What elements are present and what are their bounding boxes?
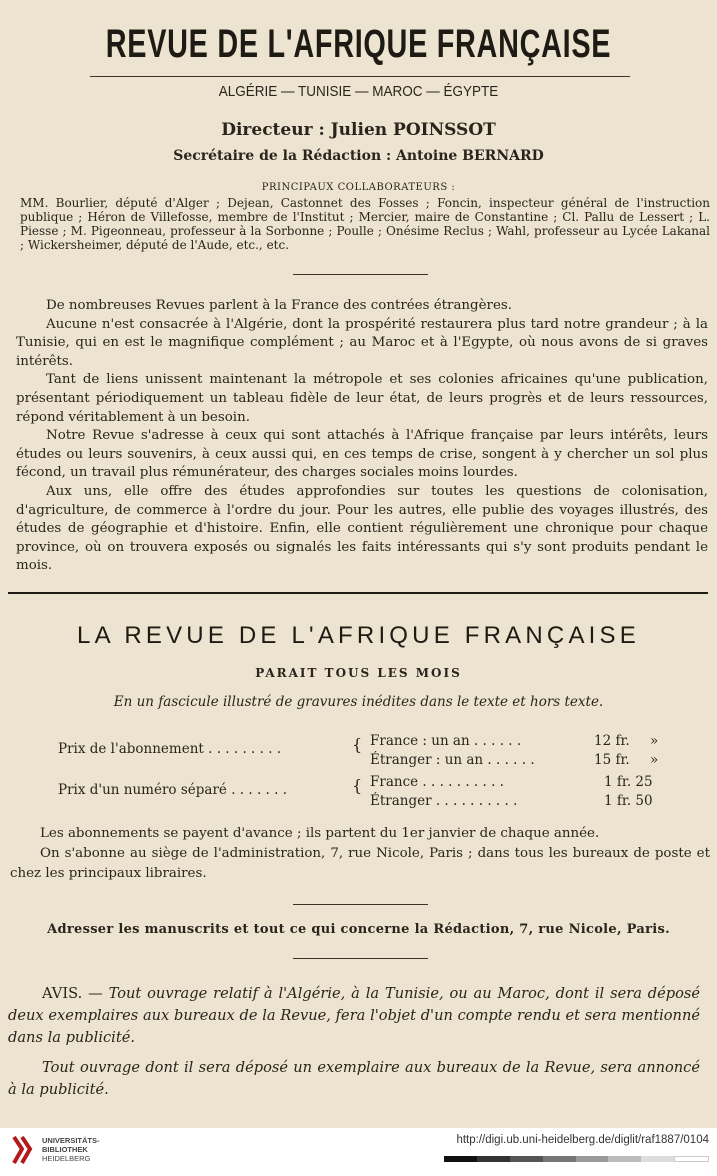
- price-label-text: Prix d'un numéro séparé: [58, 782, 227, 798]
- heavy-rule: [8, 592, 708, 594]
- address-line: Adresser les manuscrits et tout ce qui concerne la Rédaction, 7, rue Nicole, Paris.: [47, 922, 670, 937]
- price-value: 12 fr.: [594, 733, 630, 749]
- regions-subtitle: ALGÉRIE — TUNISIE — MAROC — ÉGYPTE: [218, 83, 499, 100]
- library-name-line: UNIVERSITÄTS-: [42, 1136, 100, 1145]
- intro-paragraph: Tant de liens unissent maintenant la métropole et ses colonies africaines qu'une publication, présentant périodiquement un tableau fidèle de leur état, de leurs progrès et de leurs ressources, répond véritablement à un besoin.: [16, 372, 708, 425]
- color-scale-bar: [444, 1156, 709, 1162]
- title-rule: [90, 76, 630, 77]
- collaborators-list: MM. Bourlier, député d'Alger ; Dejean, Castonnet des Fosses ; Foncin, inspecteur général de l'instruction publique ; Héron de Villefosse, membre de l'Institut ; Mercier, maire de Constantine ; Cl. Pallu de Lessert ; L. Piesse ; M. Pigeonneau, professeur à la Sorbonne ; Poulle ; Onésime Reclus ; Wahl, professeur au Lycée Lakanal ; Wickersheimer, député de l'Aude, etc., etc.: [20, 196, 710, 252]
- intro-paragraph: Notre Revue s'adresse à ceux qui sont attachés à l'Afrique française par leurs intérêts, leurs études ou leurs souvenirs, à ceux aussi qui, en ces temps de crise, songent à y chercher un sol plus fécond, un travail plus rémunérateur, des charges sociales moins lourdes.: [16, 428, 708, 481]
- price-mark: »: [650, 752, 659, 768]
- secretary-line: Secrétaire de la Rédaction : Antoine BERNARD: [173, 148, 544, 164]
- notice-body: Tout ouvrage dont il sera déposé un exemplaire aux bureaux de la Revue, sera annoncé à la publicité.: [8, 1059, 700, 1098]
- subscription-notes: [10, 824, 710, 884]
- director-line: Directeur : Julien POINSSOT: [221, 120, 496, 140]
- subscription-title: LA REVUE DE L'AFRIQUE FRANÇAISE: [77, 622, 640, 649]
- price-label: Prix d'un numéro séparé . . . . . . .: [58, 782, 287, 798]
- intro-paragraph: Aucune n'est consacrée à l'Algérie, dont la prospérité restaurera plus tard notre grandeur ; à la Tunisie, qui en est le magnifique complément ; au Maroc et à l'Egypte, où nous avons de si graves intérêts.: [16, 316, 708, 369]
- price-row: Étranger : un an . . . . . .: [370, 752, 535, 768]
- format-line: En un fascicule illustré de gravures inédites dans le texte et hors texte.: [113, 694, 604, 710]
- price-place: France: [370, 774, 419, 790]
- intro-paragraph: De nombreuses Revues parlent à la France des contrées étrangères.: [46, 298, 512, 313]
- price-place: Étranger : un an: [370, 752, 484, 768]
- collaborators-heading: PRINCIPAUX COLLABORATEURS :: [261, 182, 456, 193]
- intro-paragraph: Aux uns, elle offre des études approfondies sur toutes les questions de colonisation, d'agriculture, de commerce à l'ordre du jour. Pour les autres, elle publie des voyages illustrés, des études de géographie et d'histoire. Enfin, elle contient régulièrement une chronique pour chaque province, où on trouvera exposés ou signalés les faits intéressants qui s'y sont produits pendant le mois.: [16, 483, 708, 574]
- section-divider: [293, 274, 428, 275]
- price-value: 1 fr. 25: [604, 774, 653, 790]
- intro-text: [16, 297, 708, 576]
- notice-text: [8, 983, 700, 1109]
- notice-paragraph: [8, 1057, 700, 1101]
- section-divider: [293, 904, 428, 905]
- notice-lead: AVIS. —: [42, 985, 103, 1002]
- price-value: 15 fr.: [594, 752, 630, 768]
- note-paragraph: On s'abonne au siège de l'administration, 7, rue Nicole, Paris ; dans tous les bureaux de poste et chez les principaux libraires.: [10, 846, 710, 881]
- source-url[interactable]: http://digi.ub.uni-heidelberg.de/diglit/raf1887/0104: [456, 1134, 709, 1146]
- library-name: [42, 1136, 100, 1163]
- price-row: Étranger . . . . . . . . . .: [370, 793, 518, 809]
- journal-title: REVUE DE L'AFRIQUE FRANÇAISE: [105, 22, 612, 66]
- price-place: Étranger: [370, 793, 432, 809]
- price-row: France : un an . . . . . .: [370, 733, 522, 749]
- price-mark: »: [650, 733, 659, 749]
- frequency-line: PARAIT TOUS LES MOIS: [255, 666, 462, 680]
- price-label-text: Prix de l'abonnement: [58, 741, 204, 757]
- price-label: Prix de l'abonnement . . . . . . . . .: [58, 741, 282, 757]
- library-name-line: HEIDELBERG: [42, 1154, 91, 1163]
- notice-body: Tout ouvrage relatif à l'Algérie, à la Tunisie, ou au Maroc, dont il sera déposé deux exemplaires aux bureaux de la Revue, fera l'objet d'un compte rendu et sera mentionné dans la publicité.: [8, 985, 701, 1046]
- section-divider: [293, 958, 428, 959]
- brace: {: [352, 735, 363, 754]
- brace: {: [352, 776, 363, 795]
- price-row: France . . . . . . . . . .: [370, 774, 504, 790]
- library-name-line: BIBLIOTHEK: [42, 1145, 88, 1154]
- price-value: 1 fr. 50: [604, 793, 653, 809]
- note-paragraph: Les abonnements se payent d'avance ; ils partent du 1er janvier de chaque année.: [40, 826, 600, 841]
- library-logo-icon: [10, 1133, 36, 1167]
- price-place: France : un an: [370, 733, 470, 749]
- notice-paragraph: [8, 983, 700, 1049]
